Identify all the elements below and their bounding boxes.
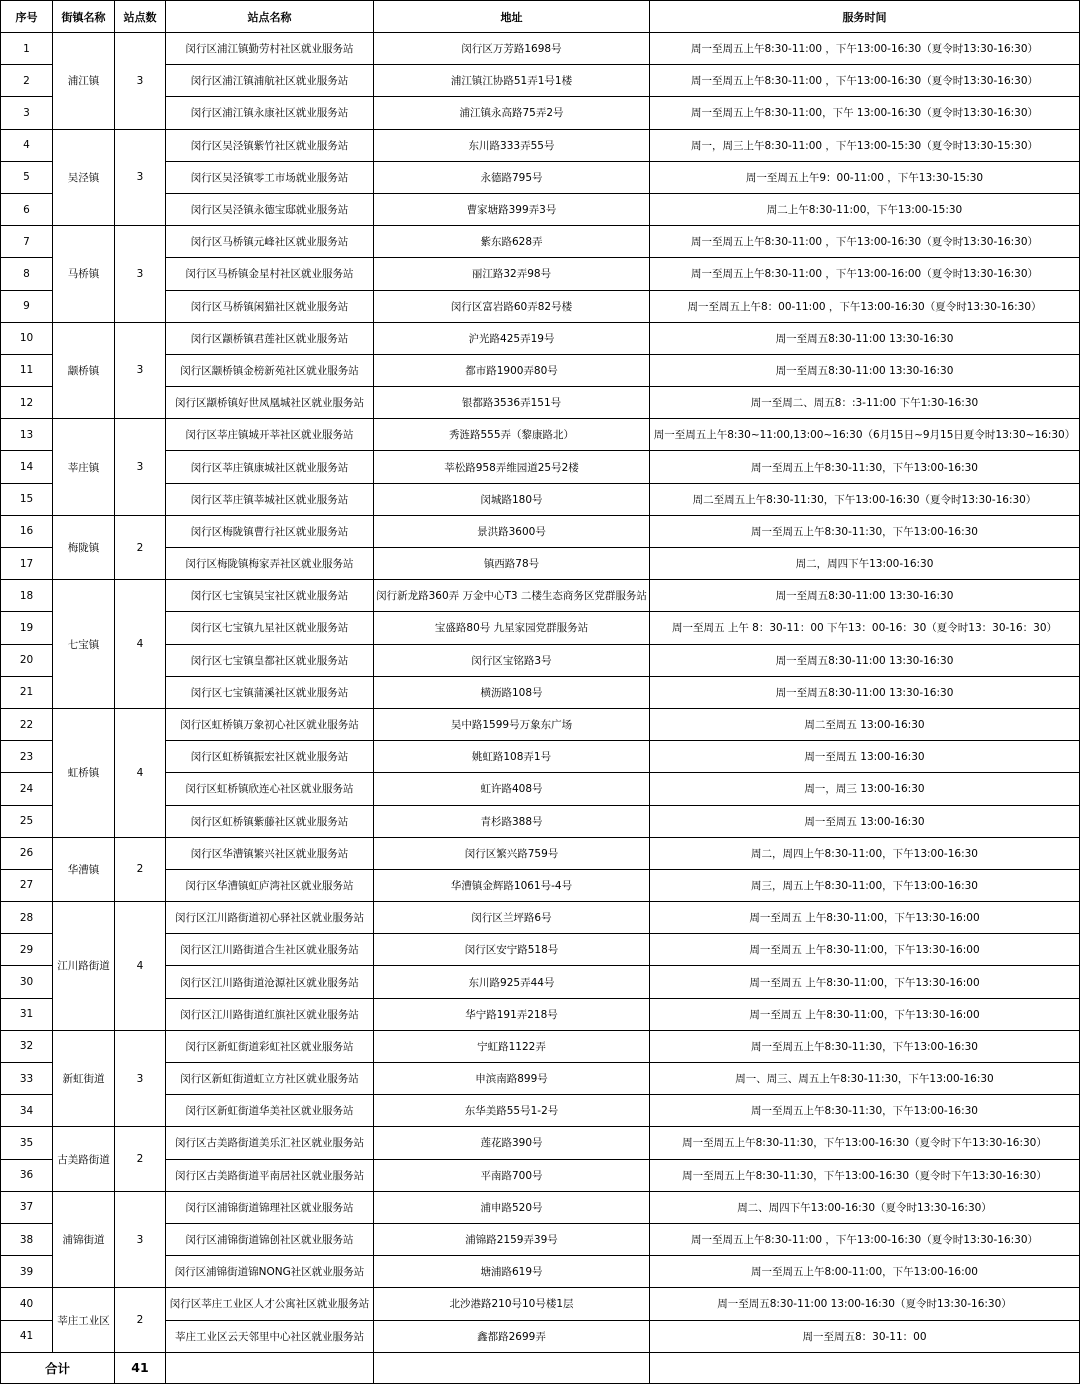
- cell-address: 镇西路78号: [374, 548, 650, 580]
- cell-address: 浦江镇江协路51弄1号1楼: [374, 65, 650, 97]
- cell-service-hours: 周一至周五上午8:30-11:30，下午13:00-16:30: [650, 515, 1080, 547]
- cell-address: 闵行区万芳路1698号: [374, 33, 650, 65]
- table-row: [1, 708, 1080, 740]
- total-value: 41: [115, 1352, 166, 1383]
- cell-service-hours: 周三，周五上午8:30-11:00，下午13:00-16:30: [650, 869, 1080, 901]
- cell-index: 12: [1, 387, 53, 419]
- cell-station-name: 闵行区马桥镇金星村社区就业服务站: [166, 258, 374, 290]
- cell-town: 华漕镇: [53, 837, 115, 901]
- cell-address: 申滨南路899号: [374, 1063, 650, 1095]
- cell-station-name: 闵行区七宝镇吴宝社区就业服务站: [166, 580, 374, 612]
- cell-service-hours: 周一至周五上午8:30~11:00,13:00~16:30（6月15日~9月15日夏令时13:30~16:30）: [650, 419, 1080, 451]
- cell-address: 横沥路108号: [374, 676, 650, 708]
- cell-station-count: 3: [115, 322, 166, 419]
- cell-service-hours: 周一至周五上午8:30-11:00 ，下午13:00-16:00（夏令时13:30-16:30）: [650, 258, 1080, 290]
- header-index: 序号: [1, 1, 53, 33]
- cell-index: 29: [1, 934, 53, 966]
- cell-service-hours: 周一至周五上午8:30-11:30，下午13:00-16:30（夏令时下午13:30-16:30）: [650, 1159, 1080, 1191]
- cell-service-hours: 周一至周五上午8:30-11:30，下午13:00-16:30: [650, 1030, 1080, 1062]
- cell-service-hours: 周一至周五上午8:30-11:00 ，下午13:00-16:30（夏令时13:30-16:30）: [650, 65, 1080, 97]
- table-row: [1, 902, 1080, 934]
- cell-service-hours: 周一至周五 13:00-16:30: [650, 741, 1080, 773]
- cell-index: 41: [1, 1320, 53, 1352]
- cell-index: 7: [1, 226, 53, 258]
- cell-index: 19: [1, 612, 53, 644]
- cell-index: 6: [1, 193, 53, 225]
- cell-index: 25: [1, 805, 53, 837]
- cell-address: 景洪路3600号: [374, 515, 650, 547]
- cell-town: 吴泾镇: [53, 129, 115, 226]
- cell-station-name: 闵行区浦锦街道锦NONG社区就业服务站: [166, 1256, 374, 1288]
- header-row: [1, 1, 1080, 33]
- cell-station-name: 闵行区江川路街道沧源社区就业服务站: [166, 966, 374, 998]
- cell-service-hours: 周一至周五上午8:30-11:00，下午 13:00-16:30（夏令时13:30-16:30）: [650, 97, 1080, 129]
- cell-station-count: 4: [115, 580, 166, 709]
- cell-address: 宝盛路80号 九星家园党群服务站: [374, 612, 650, 644]
- header-station-count: 站点数: [115, 1, 166, 33]
- cell-index: 36: [1, 1159, 53, 1191]
- cell-service-hours: 周一至周五上午8:30-11:30，下午13:00-16:30: [650, 451, 1080, 483]
- cell-station-name: 闵行区浦江镇勤劳村社区就业服务站: [166, 33, 374, 65]
- table-row: [1, 419, 1080, 451]
- cell-service-hours: 周一，周三上午8:30-11:00 ，下午13:00-15:30（夏令时13:30-15:30）: [650, 129, 1080, 161]
- cell-service-hours: 周一至周五 上午8:30-11:00，下午13:30-16:00: [650, 998, 1080, 1030]
- cell-service-hours: 周一至周五上午8:00-11:00，下午13:00-16:00: [650, 1256, 1080, 1288]
- cell-town: 江川路街道: [53, 902, 115, 1031]
- cell-service-hours: 周一至周五8:30-11:00 13:30-16:30: [650, 580, 1080, 612]
- cell-address: 紫东路628弄: [374, 226, 650, 258]
- cell-address: 闵行区繁兴路759号: [374, 837, 650, 869]
- cell-station-name: 闵行区虹桥镇振宏社区就业服务站: [166, 741, 374, 773]
- cell-index: 35: [1, 1127, 53, 1159]
- cell-address: 秀涟路555弄（黎康路北）: [374, 419, 650, 451]
- cell-station-name: 闵行区浦锦街道锦理社区就业服务站: [166, 1191, 374, 1223]
- cell-address: 莘松路958弄维园道25号2楼: [374, 451, 650, 483]
- cell-station-name: 闵行区新虹街道华美社区就业服务站: [166, 1095, 374, 1127]
- cell-station-name: 闵行区新虹街道虹立方社区就业服务站: [166, 1063, 374, 1095]
- cell-station-name: 闵行区虹桥镇万象初心社区就业服务站: [166, 708, 374, 740]
- cell-station-name: 闵行区颛桥镇好世凤凰城社区就业服务站: [166, 387, 374, 419]
- table-body: [1, 33, 1080, 1353]
- cell-service-hours: 周二、周四下午13:00-16:30（夏令时13:30-16:30）: [650, 1191, 1080, 1223]
- cell-station-name: 闵行区七宝镇九星社区就业服务站: [166, 612, 374, 644]
- cell-address: 东华美路55号1-2号: [374, 1095, 650, 1127]
- cell-address: 平南路700号: [374, 1159, 650, 1191]
- table-row: [1, 322, 1080, 354]
- cell-station-name: 闵行区吴泾镇零工市场就业服务站: [166, 161, 374, 193]
- cell-town: 莘庄镇: [53, 419, 115, 516]
- cell-index: 31: [1, 998, 53, 1030]
- cell-station-count: 3: [115, 226, 166, 323]
- cell-index: 33: [1, 1063, 53, 1095]
- cell-address: 浦江镇永高路75弄2号: [374, 97, 650, 129]
- table-row: [1, 515, 1080, 547]
- cell-service-hours: 周二上午8:30-11:00，下午13:00-15:30: [650, 193, 1080, 225]
- total-empty-cell: [650, 1352, 1080, 1383]
- cell-station-name: 闵行区浦江镇浦航社区就业服务站: [166, 65, 374, 97]
- cell-address: 宁虹路1122弄: [374, 1030, 650, 1062]
- total-empty-cell: [374, 1352, 650, 1383]
- cell-address: 沪光路425弄19号: [374, 322, 650, 354]
- cell-index: 24: [1, 773, 53, 805]
- cell-index: 21: [1, 676, 53, 708]
- cell-service-hours: 周一至周五8：30-11：00: [650, 1320, 1080, 1352]
- cell-station-count: 4: [115, 902, 166, 1031]
- cell-station-name: 闵行区莘庄镇康城社区就业服务站: [166, 451, 374, 483]
- cell-station-name: 闵行区虹桥镇欣连心社区就业服务站: [166, 773, 374, 805]
- cell-station-count: 2: [115, 515, 166, 579]
- table-row: [1, 226, 1080, 258]
- header-town: 街镇名称: [53, 1, 115, 33]
- cell-service-hours: 周一至周五上午9：00-11:00 ，下午13:30-15:30: [650, 161, 1080, 193]
- table-row: [1, 1191, 1080, 1223]
- cell-station-count: 3: [115, 419, 166, 516]
- cell-address: 银都路3536弄151号: [374, 387, 650, 419]
- cell-address: 闵行新龙路360弄 万金中心T3 二楼生态商务区党群服务站: [374, 580, 650, 612]
- cell-index: 11: [1, 354, 53, 386]
- cell-index: 22: [1, 708, 53, 740]
- cell-address: 北沙港路210号10号楼1层: [374, 1288, 650, 1320]
- cell-address: 都市路1900弄80号: [374, 354, 650, 386]
- cell-service-hours: 周一至周五8:30-11:00 13:30-16:30: [650, 676, 1080, 708]
- cell-town: 颛桥镇: [53, 322, 115, 419]
- table-row: [1, 837, 1080, 869]
- cell-station-name: 闵行区吴泾镇紫竹社区就业服务站: [166, 129, 374, 161]
- cell-address: 姚虹路108弄1号: [374, 741, 650, 773]
- cell-service-hours: 周一至周五8:30-11:00 13:30-16:30: [650, 322, 1080, 354]
- cell-index: 2: [1, 65, 53, 97]
- cell-index: 3: [1, 97, 53, 129]
- cell-address: 丽江路32弄98号: [374, 258, 650, 290]
- cell-service-hours: 周二，周四下午13:00-16:30: [650, 548, 1080, 580]
- cell-index: 18: [1, 580, 53, 612]
- cell-town: 浦锦街道: [53, 1191, 115, 1288]
- cell-address: 莲花路390号: [374, 1127, 650, 1159]
- cell-station-name: 闵行区梅陇镇曹行社区就业服务站: [166, 515, 374, 547]
- cell-address: 浦锦路2159弄39号: [374, 1223, 650, 1255]
- cell-town: 马桥镇: [53, 226, 115, 323]
- cell-index: 10: [1, 322, 53, 354]
- cell-index: 37: [1, 1191, 53, 1223]
- cell-address: 虹许路408号: [374, 773, 650, 805]
- cell-station-count: 2: [115, 837, 166, 901]
- cell-service-hours: 周一，周三 13:00-16:30: [650, 773, 1080, 805]
- cell-index: 9: [1, 290, 53, 322]
- cell-service-hours: 周二至周五 13:00-16:30: [650, 708, 1080, 740]
- cell-address: 塘浦路619号: [374, 1256, 650, 1288]
- cell-index: 30: [1, 966, 53, 998]
- cell-index: 26: [1, 837, 53, 869]
- table-row: [1, 129, 1080, 161]
- cell-town: 古美路街道: [53, 1127, 115, 1191]
- cell-index: 32: [1, 1030, 53, 1062]
- cell-index: 17: [1, 548, 53, 580]
- cell-station-name: 闵行区古美路街道美乐汇社区就业服务站: [166, 1127, 374, 1159]
- cell-address: 曹家塘路399弄3号: [374, 193, 650, 225]
- cell-address: 青杉路388号: [374, 805, 650, 837]
- cell-service-hours: 周一至周五 上午8:30-11:00，下午13:30-16:00: [650, 934, 1080, 966]
- cell-town: 虹桥镇: [53, 708, 115, 837]
- cell-station-name: 闵行区新虹街道彩虹社区就业服务站: [166, 1030, 374, 1062]
- cell-station-name: 闵行区古美路街道平南居社区就业服务站: [166, 1159, 374, 1191]
- cell-station-name: 莘庄工业区云天邻里中心社区就业服务站: [166, 1320, 374, 1352]
- total-row: [1, 1352, 1080, 1383]
- cell-service-hours: 周一至周五 13:00-16:30: [650, 805, 1080, 837]
- cell-address: 华漕镇金辉路1061号-4号: [374, 869, 650, 901]
- cell-index: 23: [1, 741, 53, 773]
- cell-service-hours: 周一至周五 上午 8：30-11：00 下午13：00-16：30（夏令时13：30-16：30）: [650, 612, 1080, 644]
- cell-station-name: 闵行区七宝镇蒲溪社区就业服务站: [166, 676, 374, 708]
- cell-address: 吴中路1599号万象东广场: [374, 708, 650, 740]
- cell-station-name: 闵行区虹桥镇紫藤社区就业服务站: [166, 805, 374, 837]
- cell-station-name: 闵行区颛桥镇君莲社区就业服务站: [166, 322, 374, 354]
- cell-address: 华宁路191弄218号: [374, 998, 650, 1030]
- cell-address: 浦申路520号: [374, 1191, 650, 1223]
- cell-town: 梅陇镇: [53, 515, 115, 579]
- cell-station-name: 闵行区莘庄工业区人才公寓社区就业服务站: [166, 1288, 374, 1320]
- cell-station-name: 闵行区颛桥镇金榜新苑社区就业服务站: [166, 354, 374, 386]
- cell-address: 闵行区富岩路60弄82号楼: [374, 290, 650, 322]
- cell-station-count: 2: [115, 1127, 166, 1191]
- cell-address: 闵城路180号: [374, 483, 650, 515]
- cell-index: 28: [1, 902, 53, 934]
- cell-station-name: 闵行区七宝镇皇都社区就业服务站: [166, 644, 374, 676]
- cell-town: 浦江镇: [53, 33, 115, 130]
- table-row: [1, 580, 1080, 612]
- cell-station-name: 闵行区江川路街道合生社区就业服务站: [166, 934, 374, 966]
- cell-service-hours: 周一、周三、周五上午8:30-11:30，下午13:00-16:30: [650, 1063, 1080, 1095]
- cell-address: 永德路795号: [374, 161, 650, 193]
- cell-station-name: 闵行区马桥镇元峰社区就业服务站: [166, 226, 374, 258]
- cell-index: 8: [1, 258, 53, 290]
- cell-service-hours: 周一至周五上午8:30-11:00 ，下午13:00-16:30（夏令时13:30-16:30）: [650, 226, 1080, 258]
- cell-service-hours: 周一至周五上午8:30-11:30，下午13:00-16:30（夏令时下午13:30-16:30）: [650, 1127, 1080, 1159]
- cell-station-count: 3: [115, 129, 166, 226]
- cell-service-hours: 周一至周二、周五8：:3-11:00 下午1:30-16:30: [650, 387, 1080, 419]
- cell-station-count: 3: [115, 1030, 166, 1127]
- cell-station-count: 4: [115, 708, 166, 837]
- cell-service-hours: 周一至周五8:30-11:00 13:30-16:30: [650, 644, 1080, 676]
- header-service-hours: 服务时间: [650, 1, 1080, 33]
- table-row: [1, 1030, 1080, 1062]
- cell-service-hours: 周一至周五 上午8:30-11:00，下午13:30-16:00: [650, 902, 1080, 934]
- cell-index: 4: [1, 129, 53, 161]
- cell-station-name: 闵行区浦江镇永康社区就业服务站: [166, 97, 374, 129]
- cell-station-name: 闵行区华漕镇虹庐湾社区就业服务站: [166, 869, 374, 901]
- cell-service-hours: 周一至周五上午8：00-11:00 ，下午13:00-16:30（夏令时13:30-16:30）: [650, 290, 1080, 322]
- cell-index: 14: [1, 451, 53, 483]
- cell-index: 39: [1, 1256, 53, 1288]
- cell-index: 15: [1, 483, 53, 515]
- cell-station-name: 闵行区梅陇镇梅家弄社区就业服务站: [166, 548, 374, 580]
- cell-index: 5: [1, 161, 53, 193]
- cell-index: 27: [1, 869, 53, 901]
- cell-service-hours: 周一至周五上午8:30-11:30，下午13:00-16:30: [650, 1095, 1080, 1127]
- cell-station-name: 闵行区马桥镇闲猫社区就业服务站: [166, 290, 374, 322]
- cell-index: 13: [1, 419, 53, 451]
- table-row: [1, 1127, 1080, 1159]
- cell-station-name: 闵行区莘庄镇城开莘社区就业服务站: [166, 419, 374, 451]
- cell-service-hours: 周一至周五 上午8:30-11:00，下午13:30-16:00: [650, 966, 1080, 998]
- cell-station-count: 2: [115, 1288, 166, 1352]
- cell-service-hours: 周二，周四上午8:30-11:00，下午13:00-16:30: [650, 837, 1080, 869]
- cell-station-name: 闵行区江川路街道初心驿社区就业服务站: [166, 902, 374, 934]
- cell-service-hours: 周一至周五8:30-11:00 13:30-16:30: [650, 354, 1080, 386]
- table-row: [1, 1288, 1080, 1320]
- cell-address: 闵行区安宁路518号: [374, 934, 650, 966]
- cell-service-hours: 周二至周五上午8:30-11:30，下午13:00-16:30（夏令时13:30-16:30）: [650, 483, 1080, 515]
- cell-station-name: 闵行区莘庄镇莘城社区就业服务站: [166, 483, 374, 515]
- table-row: [1, 33, 1080, 65]
- cell-service-hours: 周一至周五上午8:30-11:00 ，下午13:00-16:30（夏令时13:30-16:30）: [650, 1223, 1080, 1255]
- cell-index: 38: [1, 1223, 53, 1255]
- cell-station-name: 闵行区华漕镇繁兴社区就业服务站: [166, 837, 374, 869]
- cell-index: 1: [1, 33, 53, 65]
- cell-index: 20: [1, 644, 53, 676]
- cell-station-name: 闵行区江川路街道红旗社区就业服务站: [166, 998, 374, 1030]
- cell-address: 鑫都路2699弄: [374, 1320, 650, 1352]
- cell-town: 七宝镇: [53, 580, 115, 709]
- cell-town: 新虹街道: [53, 1030, 115, 1127]
- cell-index: 40: [1, 1288, 53, 1320]
- header-address: 地址: [374, 1, 650, 33]
- header-station-name: 站点名称: [166, 1, 374, 33]
- cell-address: 东川路333弄55号: [374, 129, 650, 161]
- cell-service-hours: 周一至周五8:30-11:00 13:00-16:30（夏令时13:30-16:30）: [650, 1288, 1080, 1320]
- cell-station-name: 闵行区吴泾镇永德宝邸就业服务站: [166, 193, 374, 225]
- cell-station-count: 3: [115, 1191, 166, 1288]
- total-empty-cell: [166, 1352, 374, 1383]
- cell-index: 34: [1, 1095, 53, 1127]
- cell-station-name: 闵行区浦锦街道锦创社区就业服务站: [166, 1223, 374, 1255]
- total-label: 合计: [1, 1352, 115, 1383]
- cell-address: 东川路925弄44号: [374, 966, 650, 998]
- cell-index: 16: [1, 515, 53, 547]
- cell-service-hours: 周一至周五上午8:30-11:00 ，下午13:00-16:30（夏令时13:30-16:30）: [650, 33, 1080, 65]
- cell-station-count: 3: [115, 33, 166, 130]
- cell-address: 闵行区兰坪路6号: [374, 902, 650, 934]
- cell-address: 闵行区宝铭路3号: [374, 644, 650, 676]
- cell-town: 莘庄工业区: [53, 1288, 115, 1352]
